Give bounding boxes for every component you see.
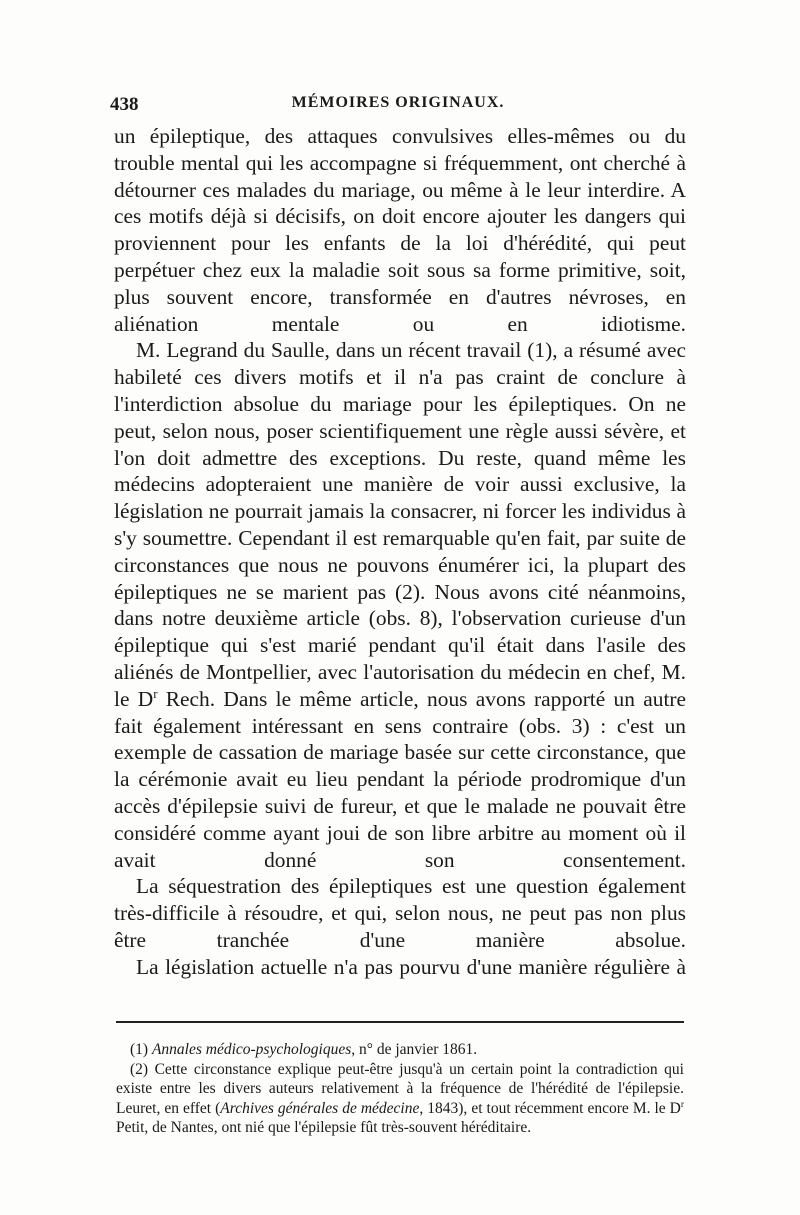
footnote-text: (2) Cette circonstance explique peut-être jusqu'à un certain point la contradiction qui existe entre les divers auteurs relativement à la fréquence de l'hérédité de l'épilepsie. Leuret, en effet ( [116,1060,684,1117]
journal-title: Archives générales de médecine [220,1099,420,1117]
page-header [110,94,686,124]
paragraph: La législation actuelle n'a pas pourvu d'une manière régulière à [136,954,686,979]
paragraph: La séquestration des épileptiques est une question également très-difficile à résoudre, et qui, selon nous, ne peut pas non plus être tranchée d'une manière absolue. [114,874,686,952]
footnote-text: , 1843), et tout récemment encore M. le D [419,1099,681,1117]
footnote [116,1060,684,1138]
superscript: r [153,686,158,701]
paragraph: un épileptique, des attaques convulsives elles-mêmes ou du trouble mental qui les accompagne si fréquemment, ont cherché à détourner ces malades du mariage, ou même à le leur interdire. A ces motifs déjà si décisifs, on doit encore ajouter les dangers qui proviennent pour les enfants de la loi d'hérédité, qui peut perpétuer chez eux la maladie soit sous sa forme primitive, soit, plus souvent encore, transformée en d'autres névroses, en aliénation mentale ou en idiotisme. [114,124,686,336]
footnotes [116,1040,684,1138]
paragraph [114,337,686,873]
footnote-text: , n° de janvier 1861. [351,1041,478,1058]
footnote-rule [116,1021,684,1023]
paragraph-text: Rech. Dans le même article, nous avons rapporté un autre fait également intéressant en sens contraire (obs. 3) : c'est un exemple de cassation de mariage basée sur cette circonstance, que la cérémonie avait eu lieu pendant la période prodromique d'un accès d'épilepsie suivi de fureur, et que le malade ne pouvait être considéré comme ayant joui de son libre arbitre au moment où il avait donné son consentement. [114,686,686,872]
main-text [114,123,686,981]
footnote-marker: (1) [130,1041,152,1058]
page-number: 438 [110,94,139,115]
footnote-text: Petit, de Nantes, ont nié que l'épilepsie fût très-souvent héréditaire. [116,1119,532,1137]
running-title: MÉMOIRES ORIGINAUX. [291,94,505,111]
journal-title: Annales médico-psychologiques [151,1041,352,1058]
footnote [116,1040,684,1060]
superscript: r [680,1099,684,1110]
paragraph-text: M. Legrand du Saulle, dans un récent travail (1), a résumé avec habileté ces divers motifs et il n'a pas craint de conclure à l'interdiction absolue du mariage pour les épileptiques. On ne peut, selon nous, poser scientifiquement une règle aussi sévère, et l'on doit admettre des exceptions. Du reste, quand même les médecins adopteraient une manière de voir aussi exclusive, la législation ne pourrait jamais la consacrer, ni forcer les individus à s'y soumettre. Cependant il est remarquable qu'en fait, par suite de circonstances que nous ne pouvons énumérer ici, la plupart des épileptiques ne se marient pas (2). Nous avons cité néanmoins, dans notre deuxième article (obs. 8), l'observation curieuse d'un épileptique qui s'est marié pendant qu'il était dans l'asile des aliénés de Montpellier, avec l'autorisation du médecin en chef, M. le D [114,338,686,711]
